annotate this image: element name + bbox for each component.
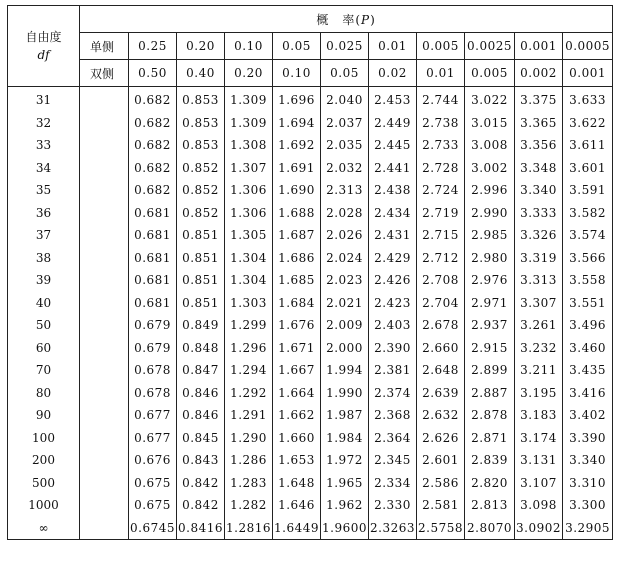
critical-value-cell: 1.664 <box>273 382 321 405</box>
empty-side-cell <box>80 449 129 472</box>
critical-value-cell: 3.365 <box>515 112 563 135</box>
critical-value-cell: 0.678 <box>129 382 177 405</box>
critical-value-cell: 3.375 <box>515 87 563 112</box>
critical-value-cell: 0.682 <box>129 87 177 112</box>
two-sided-prob-cell: 0.001 <box>563 60 613 87</box>
critical-value-cell: 3.633 <box>563 87 613 112</box>
critical-value-cell: 2.704 <box>417 292 465 315</box>
critical-value-cell: 0.6745 <box>129 517 177 540</box>
critical-value-cell: 1.292 <box>225 382 273 405</box>
critical-value-cell: 3.460 <box>563 337 613 360</box>
empty-side-cell <box>80 247 129 270</box>
critical-value-cell: 0.677 <box>129 404 177 427</box>
critical-value-cell: 3.333 <box>515 202 563 225</box>
critical-value-cell: 2.990 <box>465 202 515 225</box>
critical-value-cell: 0.675 <box>129 494 177 517</box>
critical-value-cell: 2.744 <box>417 87 465 112</box>
empty-side-cell <box>80 359 129 382</box>
critical-value-cell: 0.843 <box>177 449 225 472</box>
critical-value-cell: 2.374 <box>369 382 417 405</box>
critical-value-cell: 0.676 <box>129 449 177 472</box>
critical-value-cell: 3.310 <box>563 472 613 495</box>
critical-value-cell: 2.8070 <box>465 517 515 540</box>
critical-value-cell: 3.326 <box>515 224 563 247</box>
critical-value-cell: 2.976 <box>465 269 515 292</box>
critical-value-cell: 1.676 <box>273 314 321 337</box>
two-sided-prob-cell: 0.005 <box>465 60 515 87</box>
critical-value-cell: 2.660 <box>417 337 465 360</box>
empty-side-cell <box>80 337 129 360</box>
critical-value-cell: 1.286 <box>225 449 273 472</box>
critical-value-cell: 3.496 <box>563 314 613 337</box>
critical-value-cell: 1.308 <box>225 134 273 157</box>
df-value-cell: 500 <box>8 472 80 495</box>
one-sided-prob-cell: 0.025 <box>321 33 369 60</box>
table-row <box>8 269 613 292</box>
one-sided-prob-cell: 0.005 <box>417 33 465 60</box>
critical-value-cell: 2.971 <box>465 292 515 315</box>
table-row <box>8 292 613 315</box>
df-value-cell: 35 <box>8 179 80 202</box>
df-value-cell: 50 <box>8 314 80 337</box>
df-value-cell: 90 <box>8 404 80 427</box>
t-distribution-table-container <box>7 5 613 540</box>
table-row <box>8 179 613 202</box>
one-sided-prob-cell: 0.001 <box>515 33 563 60</box>
df-value-cell: 200 <box>8 449 80 472</box>
critical-value-cell: 0.851 <box>177 247 225 270</box>
empty-side-cell <box>80 382 129 405</box>
critical-value-cell: 3.551 <box>563 292 613 315</box>
critical-value-cell: 1.306 <box>225 202 273 225</box>
critical-value-cell: 2.915 <box>465 337 515 360</box>
critical-value-cell: 2.390 <box>369 337 417 360</box>
empty-side-cell <box>80 269 129 292</box>
critical-value-cell: 1.972 <box>321 449 369 472</box>
empty-side-cell <box>80 179 129 202</box>
table-row <box>8 224 613 247</box>
critical-value-cell: 0.682 <box>129 134 177 157</box>
table-row <box>8 494 613 517</box>
critical-value-cell: 3.300 <box>563 494 613 517</box>
critical-value-cell: 0.848 <box>177 337 225 360</box>
table-row <box>8 472 613 495</box>
critical-value-cell: 2.839 <box>465 449 515 472</box>
critical-value-cell: 0.842 <box>177 494 225 517</box>
critical-value-cell: 1.9600 <box>321 517 369 540</box>
two-sided-prob-cell: 0.05 <box>321 60 369 87</box>
two-sided-prob-cell: 0.50 <box>129 60 177 87</box>
df-value-cell: ∞ <box>8 517 80 540</box>
critical-value-cell: 2.026 <box>321 224 369 247</box>
critical-value-cell: 2.937 <box>465 314 515 337</box>
critical-value-cell: 2.586 <box>417 472 465 495</box>
critical-value-cell: 1.688 <box>273 202 321 225</box>
critical-value-cell: 0.679 <box>129 314 177 337</box>
critical-value-cell: 3.2905 <box>563 517 613 540</box>
df-value-cell: 100 <box>8 427 80 450</box>
critical-value-cell: 2.899 <box>465 359 515 382</box>
critical-value-cell: 2.429 <box>369 247 417 270</box>
critical-value-cell: 2.5758 <box>417 517 465 540</box>
table-row <box>8 382 613 405</box>
critical-value-cell: 2.601 <box>417 449 465 472</box>
table-row <box>8 449 613 472</box>
critical-value-cell: 3.002 <box>465 157 515 180</box>
empty-side-cell <box>80 157 129 180</box>
critical-value-cell: 3.098 <box>515 494 563 517</box>
critical-value-cell: 2.441 <box>369 157 417 180</box>
critical-value-cell: 3.131 <box>515 449 563 472</box>
critical-value-cell: 2.581 <box>417 494 465 517</box>
critical-value-cell: 0.681 <box>129 202 177 225</box>
critical-value-cell: 2.678 <box>417 314 465 337</box>
critical-value-cell: 2.009 <box>321 314 369 337</box>
critical-value-cell: 3.582 <box>563 202 613 225</box>
t-distribution-table <box>7 5 613 540</box>
critical-value-cell: 2.445 <box>369 134 417 157</box>
critical-value-cell: 0.681 <box>129 269 177 292</box>
critical-value-cell: 1.685 <box>273 269 321 292</box>
empty-side-cell <box>80 314 129 337</box>
two-sided-prob-cell: 0.01 <box>417 60 465 87</box>
critical-value-cell: 3.591 <box>563 179 613 202</box>
critical-value-cell: 2.738 <box>417 112 465 135</box>
critical-value-cell: 3.402 <box>563 404 613 427</box>
critical-value-cell: 0.679 <box>129 337 177 360</box>
critical-value-cell: 3.307 <box>515 292 563 315</box>
critical-value-cell: 1.653 <box>273 449 321 472</box>
critical-value-cell: 2.813 <box>465 494 515 517</box>
critical-value-cell: 0.852 <box>177 179 225 202</box>
critical-value-cell: 1.296 <box>225 337 273 360</box>
critical-value-cell: 1.291 <box>225 404 273 427</box>
df-value-cell: 32 <box>8 112 80 135</box>
critical-value-cell: 3.348 <box>515 157 563 180</box>
critical-value-cell: 3.611 <box>563 134 613 157</box>
critical-value-cell: 2.023 <box>321 269 369 292</box>
critical-value-cell: 0.682 <box>129 112 177 135</box>
two-sided-prob-cell: 0.02 <box>369 60 417 87</box>
critical-value-cell: 2.985 <box>465 224 515 247</box>
header-row-one-sided <box>8 33 613 60</box>
critical-value-cell: 1.2816 <box>225 517 273 540</box>
critical-value-cell: 1.294 <box>225 359 273 382</box>
table-row <box>8 404 613 427</box>
critical-value-cell: 0.682 <box>129 157 177 180</box>
df-value-cell: 40 <box>8 292 80 315</box>
df-value-cell: 70 <box>8 359 80 382</box>
critical-value-cell: 1.309 <box>225 87 273 112</box>
critical-value-cell: 0.681 <box>129 292 177 315</box>
empty-side-cell <box>80 112 129 135</box>
one-sided-prob-cell: 0.10 <box>225 33 273 60</box>
table-row <box>8 314 613 337</box>
critical-value-cell: 3.313 <box>515 269 563 292</box>
critical-value-cell: 0.853 <box>177 134 225 157</box>
empty-side-cell <box>80 494 129 517</box>
critical-value-cell: 0.681 <box>129 247 177 270</box>
critical-value-cell: 3.022 <box>465 87 515 112</box>
critical-value-cell: 3.174 <box>515 427 563 450</box>
critical-value-cell: 2.438 <box>369 179 417 202</box>
critical-value-cell: 1.667 <box>273 359 321 382</box>
one-sided-prob-cell: 0.25 <box>129 33 177 60</box>
critical-value-cell: 2.032 <box>321 157 369 180</box>
critical-value-cell: 2.426 <box>369 269 417 292</box>
critical-value-cell: 2.330 <box>369 494 417 517</box>
critical-value-cell: 1.692 <box>273 134 321 157</box>
critical-value-cell: 1.694 <box>273 112 321 135</box>
critical-value-cell: 3.622 <box>563 112 613 135</box>
critical-value-cell: 3.195 <box>515 382 563 405</box>
critical-value-cell: 1.691 <box>273 157 321 180</box>
critical-value-cell: 1.304 <box>225 247 273 270</box>
table-row <box>8 427 613 450</box>
table-row <box>8 202 613 225</box>
df-header-cell <box>8 6 80 87</box>
critical-value-cell: 0.847 <box>177 359 225 382</box>
critical-value-cell: 2.403 <box>369 314 417 337</box>
critical-value-cell: 0.846 <box>177 382 225 405</box>
critical-value-cell: 2.648 <box>417 359 465 382</box>
table-row <box>8 359 613 382</box>
critical-value-cell: 1.987 <box>321 404 369 427</box>
critical-value-cell: 3.107 <box>515 472 563 495</box>
critical-value-cell: 1.994 <box>321 359 369 382</box>
critical-value-cell: 1.309 <box>225 112 273 135</box>
critical-value-cell: 2.820 <box>465 472 515 495</box>
df-value-cell: 33 <box>8 134 80 157</box>
critical-value-cell: 1.646 <box>273 494 321 517</box>
critical-value-cell: 1.305 <box>225 224 273 247</box>
empty-side-cell <box>80 472 129 495</box>
critical-value-cell: 2.000 <box>321 337 369 360</box>
critical-value-cell: 2.313 <box>321 179 369 202</box>
header-row-probability <box>8 6 613 33</box>
critical-value-cell: 2.724 <box>417 179 465 202</box>
df-value-cell: 37 <box>8 224 80 247</box>
critical-value-cell: 1.684 <box>273 292 321 315</box>
table-row <box>8 337 613 360</box>
critical-value-cell: 2.980 <box>465 247 515 270</box>
empty-side-cell <box>80 202 129 225</box>
empty-side-cell <box>80 427 129 450</box>
df-value-cell: 39 <box>8 269 80 292</box>
critical-value-cell: 0.851 <box>177 292 225 315</box>
critical-value-cell: 0.849 <box>177 314 225 337</box>
critical-value-cell: 3.232 <box>515 337 563 360</box>
critical-value-cell: 1.303 <box>225 292 273 315</box>
critical-value-cell: 3.435 <box>563 359 613 382</box>
critical-value-cell: 2.871 <box>465 427 515 450</box>
df-header-label-df: df <box>37 48 50 62</box>
df-value-cell: 80 <box>8 382 80 405</box>
critical-value-cell: 3.211 <box>515 359 563 382</box>
critical-value-cell: 2.453 <box>369 87 417 112</box>
critical-value-cell: 2.037 <box>321 112 369 135</box>
critical-value-cell: 2.035 <box>321 134 369 157</box>
empty-side-cell <box>80 517 129 540</box>
critical-value-cell: 3.340 <box>563 449 613 472</box>
critical-value-cell: 0.853 <box>177 87 225 112</box>
critical-value-cell: 0.677 <box>129 427 177 450</box>
critical-value-cell: 0.845 <box>177 427 225 450</box>
header-row-two-sided <box>8 60 613 87</box>
critical-value-cell: 2.368 <box>369 404 417 427</box>
critical-value-cell: 2.712 <box>417 247 465 270</box>
table-row <box>8 157 613 180</box>
critical-value-cell: 2.028 <box>321 202 369 225</box>
critical-value-cell: 3.416 <box>563 382 613 405</box>
critical-value-cell: 0.853 <box>177 112 225 135</box>
critical-value-cell: 3.319 <box>515 247 563 270</box>
empty-side-cell <box>80 404 129 427</box>
critical-value-cell: 2.3263 <box>369 517 417 540</box>
critical-value-cell: 2.887 <box>465 382 515 405</box>
critical-value-cell: 0.675 <box>129 472 177 495</box>
critical-value-cell: 0.846 <box>177 404 225 427</box>
critical-value-cell: 1.299 <box>225 314 273 337</box>
critical-value-cell: 0.852 <box>177 157 225 180</box>
two-sided-prob-cell: 0.40 <box>177 60 225 87</box>
empty-side-cell <box>80 292 129 315</box>
critical-value-cell: 1.306 <box>225 179 273 202</box>
critical-value-cell: 3.015 <box>465 112 515 135</box>
critical-value-cell: 2.728 <box>417 157 465 180</box>
critical-value-cell: 2.024 <box>321 247 369 270</box>
df-value-cell: 31 <box>8 87 80 112</box>
critical-value-cell: 2.632 <box>417 404 465 427</box>
critical-value-cell: 3.261 <box>515 314 563 337</box>
critical-value-cell: 2.434 <box>369 202 417 225</box>
one-sided-prob-cell: 0.05 <box>273 33 321 60</box>
critical-value-cell: 0.842 <box>177 472 225 495</box>
empty-side-cell <box>80 224 129 247</box>
critical-value-cell: 2.626 <box>417 427 465 450</box>
critical-value-cell: 1.648 <box>273 472 321 495</box>
critical-value-cell: 2.040 <box>321 87 369 112</box>
critical-value-cell: 1.687 <box>273 224 321 247</box>
one-sided-label: 单侧 <box>80 33 129 60</box>
critical-value-cell: 2.878 <box>465 404 515 427</box>
critical-value-cell: 3.574 <box>563 224 613 247</box>
table-row <box>8 247 613 270</box>
critical-value-cell: 3.356 <box>515 134 563 157</box>
critical-value-cell: 1.282 <box>225 494 273 517</box>
one-sided-prob-cell: 0.20 <box>177 33 225 60</box>
critical-value-cell: 1.984 <box>321 427 369 450</box>
critical-value-cell: 2.719 <box>417 202 465 225</box>
critical-value-cell: 3.566 <box>563 247 613 270</box>
critical-value-cell: 1.660 <box>273 427 321 450</box>
critical-value-cell: 3.183 <box>515 404 563 427</box>
df-header-label-cn: 自由度 <box>25 30 62 44</box>
critical-value-cell: 3.390 <box>563 427 613 450</box>
critical-value-cell: 0.852 <box>177 202 225 225</box>
critical-value-cell: 1.671 <box>273 337 321 360</box>
one-sided-prob-cell: 0.01 <box>369 33 417 60</box>
two-sided-prob-cell: 0.20 <box>225 60 273 87</box>
critical-value-cell: 1.690 <box>273 179 321 202</box>
critical-value-cell: 1.304 <box>225 269 273 292</box>
critical-value-cell: 2.345 <box>369 449 417 472</box>
critical-value-cell: 3.340 <box>515 179 563 202</box>
critical-value-cell: 2.021 <box>321 292 369 315</box>
df-value-cell: 34 <box>8 157 80 180</box>
critical-value-cell: 2.449 <box>369 112 417 135</box>
critical-value-cell: 0.851 <box>177 269 225 292</box>
critical-value-cell: 0.8416 <box>177 517 225 540</box>
critical-value-cell: 3.0902 <box>515 517 563 540</box>
critical-value-cell: 3.601 <box>563 157 613 180</box>
critical-value-cell: 2.423 <box>369 292 417 315</box>
critical-value-cell: 2.381 <box>369 359 417 382</box>
one-sided-prob-cell: 0.0025 <box>465 33 515 60</box>
df-value-cell: 38 <box>8 247 80 270</box>
critical-value-cell: 2.733 <box>417 134 465 157</box>
empty-side-cell <box>80 134 129 157</box>
critical-value-cell: 1.662 <box>273 404 321 427</box>
critical-value-cell: 1.962 <box>321 494 369 517</box>
critical-value-cell: 2.364 <box>369 427 417 450</box>
critical-value-cell: 0.681 <box>129 224 177 247</box>
df-value-cell: 1000 <box>8 494 80 517</box>
critical-value-cell: 2.708 <box>417 269 465 292</box>
critical-value-cell: 1.290 <box>225 427 273 450</box>
table-row <box>8 112 613 135</box>
two-sided-prob-cell: 0.10 <box>273 60 321 87</box>
critical-value-cell: 3.008 <box>465 134 515 157</box>
table-row <box>8 134 613 157</box>
critical-value-cell: 2.996 <box>465 179 515 202</box>
critical-value-cell: 1.990 <box>321 382 369 405</box>
one-sided-prob-cell: 0.0005 <box>563 33 613 60</box>
critical-value-cell: 0.678 <box>129 359 177 382</box>
critical-value-cell: 3.558 <box>563 269 613 292</box>
critical-value-cell: 0.851 <box>177 224 225 247</box>
df-value-cell: 36 <box>8 202 80 225</box>
probability-header: 概 率(P) <box>80 6 613 33</box>
critical-value-cell: 1.6449 <box>273 517 321 540</box>
table-row <box>8 87 613 112</box>
critical-value-cell: 1.307 <box>225 157 273 180</box>
critical-value-cell: 0.682 <box>129 179 177 202</box>
empty-side-cell <box>80 87 129 112</box>
critical-value-cell: 2.334 <box>369 472 417 495</box>
table-row <box>8 517 613 540</box>
critical-value-cell: 1.696 <box>273 87 321 112</box>
critical-value-cell: 2.715 <box>417 224 465 247</box>
critical-value-cell: 1.686 <box>273 247 321 270</box>
critical-value-cell: 1.965 <box>321 472 369 495</box>
two-sided-label: 双侧 <box>80 60 129 87</box>
two-sided-prob-cell: 0.002 <box>515 60 563 87</box>
critical-value-cell: 1.283 <box>225 472 273 495</box>
df-value-cell: 60 <box>8 337 80 360</box>
critical-value-cell: 2.639 <box>417 382 465 405</box>
critical-value-cell: 2.431 <box>369 224 417 247</box>
